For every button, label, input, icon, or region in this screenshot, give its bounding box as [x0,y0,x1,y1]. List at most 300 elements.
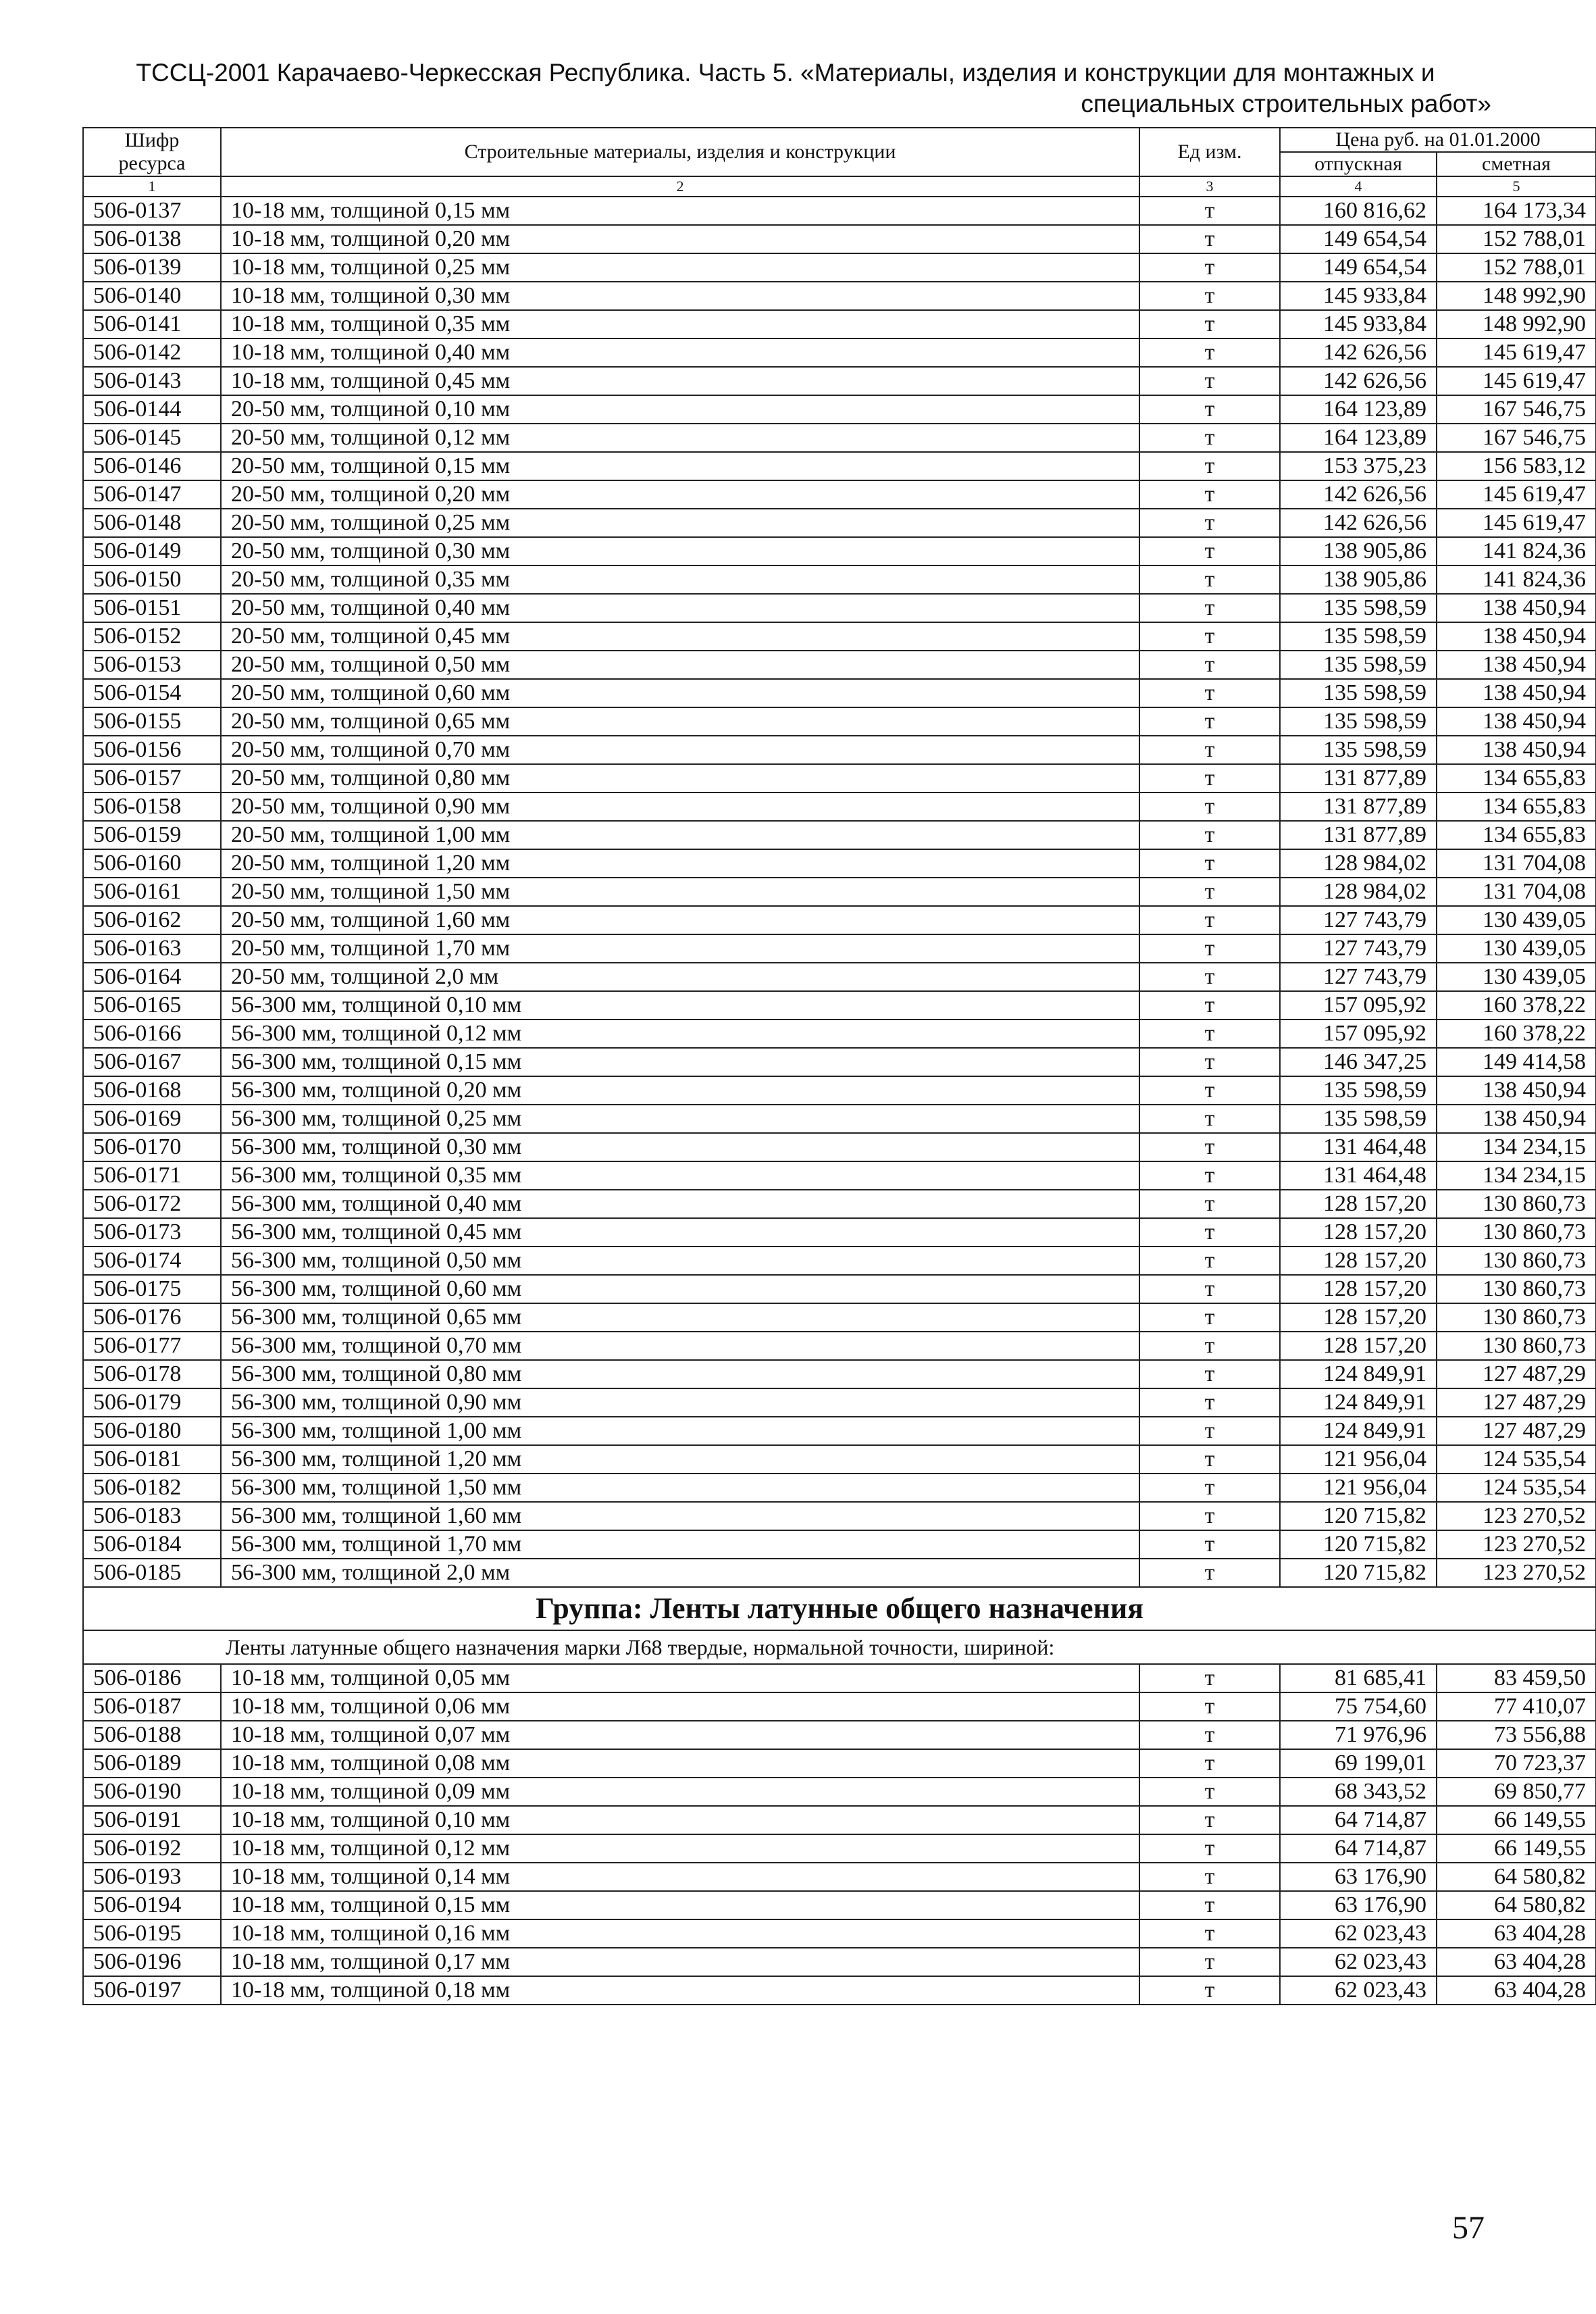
resource-code: 506-0182 [83,1474,221,1502]
estimate-price: 130 439,05 [1437,963,1596,991]
unit-of-measure: т [1139,509,1280,537]
resource-code: 506-0194 [83,1891,221,1919]
release-price: 127 743,79 [1280,934,1437,963]
estimate-price: 77 410,07 [1437,1692,1596,1721]
resource-code: 506-0145 [83,424,221,452]
material-description: 56-300 мм, толщиной 0,25 мм [221,1105,1139,1133]
table-row [83,991,1596,1020]
release-price: 62 023,43 [1280,1976,1437,2005]
material-description: 10-18 мм, толщиной 0,20 мм [221,225,1139,253]
unit-of-measure: т [1139,1020,1280,1048]
resource-code: 506-0186 [83,1664,221,1692]
unit-of-measure: т [1139,1530,1280,1559]
header-code: Шифр ресурса [83,128,221,176]
resource-code: 506-0176 [83,1303,221,1332]
table-row [83,509,1596,537]
release-price: 142 626,56 [1280,338,1437,367]
unit-of-measure: т [1139,1303,1280,1332]
material-description: 56-300 мм, толщиной 0,15 мм [221,1048,1139,1076]
estimate-price: 66 149,55 [1437,1806,1596,1834]
material-description: 10-18 мм, толщиной 0,09 мм [221,1778,1139,1806]
resource-code: 506-0154 [83,679,221,707]
estimate-price: 167 546,75 [1437,424,1596,452]
material-description: 56-300 мм, толщиной 0,60 мм [221,1275,1139,1303]
release-price: 135 598,59 [1280,707,1437,736]
unit-of-measure: т [1139,736,1280,764]
release-price: 131 464,48 [1280,1133,1437,1161]
unit-of-measure: т [1139,651,1280,679]
release-price: 62 023,43 [1280,1948,1437,1976]
release-price: 135 598,59 [1280,1105,1437,1133]
material-description: 10-18 мм, толщиной 0,06 мм [221,1692,1139,1721]
material-description: 20-50 мм, толщиной 0,40 мм [221,594,1139,622]
table-row [83,565,1596,594]
unit-of-measure: т [1139,282,1280,310]
unit-of-measure: т [1139,1218,1280,1247]
table-row [83,1976,1596,2005]
table-row [83,878,1596,906]
release-price: 142 626,56 [1280,509,1437,537]
resource-code: 506-0192 [83,1834,221,1863]
resource-code: 506-0168 [83,1076,221,1105]
resource-code: 506-0157 [83,764,221,793]
release-price: 157 095,92 [1280,991,1437,1020]
resource-code: 506-0158 [83,793,221,821]
resource-code: 506-0172 [83,1190,221,1218]
estimate-price: 130 439,05 [1437,906,1596,934]
estimate-price: 127 487,29 [1437,1388,1596,1417]
table-row [83,793,1596,821]
material-description: 20-50 мм, толщиной 0,45 мм [221,622,1139,651]
table-row [83,1105,1596,1133]
resource-code: 506-0175 [83,1275,221,1303]
group-section [83,1587,1596,1664]
material-description: 10-18 мм, толщиной 0,40 мм [221,338,1139,367]
resource-code: 506-0191 [83,1806,221,1834]
resource-code: 506-0162 [83,906,221,934]
material-description: 56-300 мм, толщиной 1,60 мм [221,1502,1139,1530]
estimate-price: 69 850,77 [1437,1778,1596,1806]
unit-of-measure: т [1139,594,1280,622]
release-price: 121 956,04 [1280,1474,1437,1502]
unit-of-measure: т [1139,1360,1280,1388]
resource-code: 506-0138 [83,225,221,253]
estimate-price: 130 860,73 [1437,1332,1596,1360]
table-row [83,707,1596,736]
estimate-price: 141 824,36 [1437,565,1596,594]
release-price: 149 654,54 [1280,225,1437,253]
table-body-b [83,1664,1596,2005]
release-price: 146 347,25 [1280,1048,1437,1076]
material-description: 10-18 мм, толщиной 0,12 мм [221,1834,1139,1863]
material-description: 56-300 мм, толщиной 0,20 мм [221,1076,1139,1105]
table-row [83,764,1596,793]
estimate-price: 130 860,73 [1437,1303,1596,1332]
unit-of-measure: т [1139,1891,1280,1919]
material-description: 10-18 мм, толщиной 0,05 мм [221,1664,1139,1692]
material-description: 56-300 мм, толщиной 0,90 мм [221,1388,1139,1417]
table-row [83,480,1596,509]
table-row [83,395,1596,424]
unit-of-measure: т [1139,1275,1280,1303]
table-body-a [83,197,1596,1587]
resource-code: 506-0185 [83,1559,221,1587]
unit-of-measure: т [1139,1048,1280,1076]
estimate-price: 131 704,08 [1437,849,1596,878]
release-price: 64 714,87 [1280,1806,1437,1834]
estimate-price: 138 450,94 [1437,736,1596,764]
resource-code: 506-0188 [83,1721,221,1749]
table-row [83,651,1596,679]
estimate-price: 134 655,83 [1437,764,1596,793]
release-price: 164 123,89 [1280,424,1437,452]
release-price: 135 598,59 [1280,651,1437,679]
table-row [83,934,1596,963]
estimate-price: 134 234,15 [1437,1161,1596,1190]
unit-of-measure: т [1139,1559,1280,1587]
estimate-price: 63 404,28 [1437,1976,1596,2005]
material-description: 56-300 мм, толщиной 1,20 мм [221,1445,1139,1474]
table-row [83,537,1596,565]
table-row [83,424,1596,452]
release-price: 128 157,20 [1280,1218,1437,1247]
release-price: 149 654,54 [1280,253,1437,282]
estimate-price: 130 860,73 [1437,1218,1596,1247]
release-price: 81 685,41 [1280,1664,1437,1692]
table-row [83,452,1596,480]
resource-code: 506-0142 [83,338,221,367]
table-row [83,1891,1596,1919]
release-price: 131 877,89 [1280,793,1437,821]
estimate-price: 138 450,94 [1437,622,1596,651]
estimate-price: 134 655,83 [1437,793,1596,821]
resource-code: 506-0150 [83,565,221,594]
unit-of-measure: т [1139,1863,1280,1891]
estimate-price: 156 583,12 [1437,452,1596,480]
resource-code: 506-0174 [83,1247,221,1275]
release-price: 138 905,86 [1280,537,1437,565]
estimate-price: 148 992,90 [1437,310,1596,338]
resource-code: 506-0161 [83,878,221,906]
table-row [83,1417,1596,1445]
estimate-price: 130 860,73 [1437,1190,1596,1218]
resource-code: 506-0177 [83,1332,221,1360]
unit-of-measure: т [1139,679,1280,707]
material-description: 20-50 мм, толщиной 0,35 мм [221,565,1139,594]
unit-of-measure: т [1139,225,1280,253]
unit-of-measure: т [1139,1133,1280,1161]
estimate-price: 160 378,22 [1437,1020,1596,1048]
unit-of-measure: т [1139,1417,1280,1445]
unit-of-measure: т [1139,310,1280,338]
unit-of-measure: т [1139,424,1280,452]
group-description-row [83,1630,1596,1664]
header-price: Цена руб. на 01.01.2000 [1280,128,1596,152]
resource-code: 506-0149 [83,537,221,565]
release-price: 124 849,91 [1280,1388,1437,1417]
estimate-price: 152 788,01 [1437,225,1596,253]
column-number-row [83,176,1596,197]
unit-of-measure: т [1139,1445,1280,1474]
resource-code: 506-0180 [83,1417,221,1445]
estimate-price: 145 619,47 [1437,367,1596,395]
estimate-price: 148 992,90 [1437,282,1596,310]
resource-code: 506-0159 [83,821,221,849]
resource-code: 506-0139 [83,253,221,282]
release-price: 128 157,20 [1280,1247,1437,1275]
resource-code: 506-0152 [83,622,221,651]
unit-of-measure: т [1139,253,1280,282]
release-price: 128 157,20 [1280,1332,1437,1360]
estimate-price: 130 860,73 [1437,1275,1596,1303]
column-number: 3 [1139,176,1280,197]
table-row [83,310,1596,338]
release-price: 135 598,59 [1280,622,1437,651]
material-description: 56-300 мм, толщиной 0,50 мм [221,1247,1139,1275]
table-row [83,1303,1596,1332]
unit-of-measure: т [1139,197,1280,225]
material-description: 56-300 мм, толщиной 0,12 мм [221,1020,1139,1048]
resource-code: 506-0195 [83,1919,221,1948]
material-description: 10-18 мм, толщиной 0,30 мм [221,282,1139,310]
group-row [83,1587,1596,1630]
table-row [83,736,1596,764]
material-description: 10-18 мм, толщиной 0,08 мм [221,1749,1139,1778]
material-description: 10-18 мм, толщиной 0,25 мм [221,253,1139,282]
resource-code: 506-0184 [83,1530,221,1559]
release-price: 145 933,84 [1280,310,1437,338]
resource-code: 506-0196 [83,1948,221,1976]
resource-code: 506-0153 [83,651,221,679]
material-description: 56-300 мм, толщиной 0,35 мм [221,1161,1139,1190]
unit-of-measure: т [1139,480,1280,509]
price-table [82,127,1596,2005]
table-row [83,1502,1596,1530]
estimate-price: 70 723,37 [1437,1749,1596,1778]
resource-code: 506-0147 [83,480,221,509]
resource-code: 506-0183 [83,1502,221,1530]
table-row [83,1218,1596,1247]
unit-of-measure: т [1139,1388,1280,1417]
unit-of-measure: т [1139,1247,1280,1275]
release-price: 128 157,20 [1280,1275,1437,1303]
material-description: 10-18 мм, толщиной 0,18 мм [221,1976,1139,2005]
table-row [83,197,1596,225]
unit-of-measure: т [1139,1749,1280,1778]
resource-code: 506-0141 [83,310,221,338]
page-number: 57 [1452,2210,1485,2246]
material-description: 10-18 мм, толщиной 0,15 мм [221,197,1139,225]
release-price: 71 976,96 [1280,1721,1437,1749]
unit-of-measure: т [1139,367,1280,395]
table-row [83,1474,1596,1502]
release-price: 157 095,92 [1280,1020,1437,1048]
unit-of-measure: т [1139,1474,1280,1502]
estimate-price: 130 439,05 [1437,934,1596,963]
estimate-price: 124 535,54 [1437,1474,1596,1502]
table-row [83,1530,1596,1559]
resource-code: 506-0189 [83,1749,221,1778]
estimate-price: 138 450,94 [1437,679,1596,707]
release-price: 131 877,89 [1280,764,1437,793]
table-row [83,1388,1596,1417]
material-description: 20-50 мм, толщиной 1,60 мм [221,906,1139,934]
material-description: 10-18 мм, толщиной 0,45 мм [221,367,1139,395]
unit-of-measure: т [1139,1919,1280,1948]
table-row [83,963,1596,991]
unit-of-measure: т [1139,764,1280,793]
resource-code: 506-0167 [83,1048,221,1076]
estimate-price: 63 404,28 [1437,1948,1596,1976]
table-row [83,1664,1596,1692]
unit-of-measure: т [1139,1664,1280,1692]
release-price: 145 933,84 [1280,282,1437,310]
estimate-price: 134 234,15 [1437,1133,1596,1161]
header-description: Строительные материалы, изделия и конструкции [221,128,1139,176]
release-price: 131 877,89 [1280,821,1437,849]
resource-code: 506-0160 [83,849,221,878]
material-description: 56-300 мм, толщиной 0,45 мм [221,1218,1139,1247]
material-description: 56-300 мм, толщиной 1,50 мм [221,1474,1139,1502]
table-row [83,338,1596,367]
release-price: 128 157,20 [1280,1303,1437,1332]
material-description: 20-50 мм, толщиной 0,30 мм [221,537,1139,565]
release-price: 120 715,82 [1280,1502,1437,1530]
unit-of-measure: т [1139,934,1280,963]
unit-of-measure: т [1139,963,1280,991]
unit-of-measure: т [1139,452,1280,480]
resource-code: 506-0181 [83,1445,221,1474]
resource-code: 506-0163 [83,934,221,963]
estimate-price: 83 459,50 [1437,1664,1596,1692]
estimate-price: 63 404,28 [1437,1919,1596,1948]
material-description: 10-18 мм, толщиной 0,14 мм [221,1863,1139,1891]
table-row [83,1020,1596,1048]
unit-of-measure: т [1139,1190,1280,1218]
unit-of-measure: т [1139,991,1280,1020]
unit-of-measure: т [1139,1721,1280,1749]
release-price: 120 715,82 [1280,1559,1437,1587]
table-row [83,1559,1596,1587]
release-price: 153 375,23 [1280,452,1437,480]
resource-code: 506-0173 [83,1218,221,1247]
release-price: 124 849,91 [1280,1360,1437,1388]
material-description: 56-300 мм, толщиной 0,40 мм [221,1190,1139,1218]
resource-code: 506-0156 [83,736,221,764]
unit-of-measure: т [1139,395,1280,424]
header-estimate-price: сметная [1437,152,1596,176]
release-price: 75 754,60 [1280,1692,1437,1721]
material-description: 20-50 мм, толщиной 0,65 мм [221,707,1139,736]
table-row [83,282,1596,310]
table-row [83,1048,1596,1076]
unit-of-measure: т [1139,1332,1280,1360]
table-row [83,821,1596,849]
table-row [83,1332,1596,1360]
column-number: 4 [1280,176,1437,197]
table-row [83,1133,1596,1161]
resource-code: 506-0164 [83,963,221,991]
resource-code: 506-0143 [83,367,221,395]
release-price: 63 176,90 [1280,1863,1437,1891]
resource-code: 506-0193 [83,1863,221,1891]
estimate-price: 152 788,01 [1437,253,1596,282]
material-description: 10-18 мм, толщиной 0,07 мм [221,1721,1139,1749]
unit-of-measure: т [1139,1778,1280,1806]
material-description: 20-50 мм, толщиной 1,70 мм [221,934,1139,963]
material-description: 20-50 мм, толщиной 0,15 мм [221,452,1139,480]
estimate-price: 141 824,36 [1437,537,1596,565]
unit-of-measure: т [1139,821,1280,849]
material-description: 20-50 мм, толщиной 1,00 мм [221,821,1139,849]
material-description: 56-300 мм, толщиной 1,00 мм [221,1417,1139,1445]
resource-code: 506-0144 [83,395,221,424]
material-description: 20-50 мм, толщиной 0,70 мм [221,736,1139,764]
estimate-price: 138 450,94 [1437,707,1596,736]
header-unit: Ед изм. [1139,128,1280,176]
release-price: 138 905,86 [1280,565,1437,594]
unit-of-measure: т [1139,793,1280,821]
table-row [83,1076,1596,1105]
table-row [83,1692,1596,1721]
estimate-price: 145 619,47 [1437,480,1596,509]
table-row [83,1834,1596,1863]
release-price: 131 464,48 [1280,1161,1437,1190]
resource-code: 506-0140 [83,282,221,310]
estimate-price: 124 535,54 [1437,1445,1596,1474]
table-row [83,1806,1596,1834]
table-row [83,906,1596,934]
table-row [83,1360,1596,1388]
resource-code: 506-0178 [83,1360,221,1388]
material-description: 20-50 мм, толщиной 0,80 мм [221,764,1139,793]
material-description: 56-300 мм, толщиной 0,10 мм [221,991,1139,1020]
table-row [83,1190,1596,1218]
estimate-price: 73 556,88 [1437,1721,1596,1749]
release-price: 121 956,04 [1280,1445,1437,1474]
material-description: 56-300 мм, толщиной 1,70 мм [221,1530,1139,1559]
column-number: 1 [83,176,221,197]
unit-of-measure: т [1139,906,1280,934]
release-price: 64 714,87 [1280,1834,1437,1863]
table-row [83,1948,1596,1976]
resource-code: 506-0148 [83,509,221,537]
resource-code: 506-0190 [83,1778,221,1806]
release-price: 68 343,52 [1280,1778,1437,1806]
table-row [83,1749,1596,1778]
group-title: Группа: Ленты латунные общего назначения [83,1587,1596,1630]
estimate-price: 64 580,82 [1437,1891,1596,1919]
resource-code: 506-0165 [83,991,221,1020]
release-price: 135 598,59 [1280,594,1437,622]
material-description: 20-50 мм, толщиной 2,0 мм [221,963,1139,991]
release-price: 135 598,59 [1280,679,1437,707]
resource-code: 506-0155 [83,707,221,736]
release-price: 124 849,91 [1280,1417,1437,1445]
resource-code: 506-0146 [83,452,221,480]
unit-of-measure: т [1139,622,1280,651]
resource-code: 506-0187 [83,1692,221,1721]
resource-code: 506-0170 [83,1133,221,1161]
release-price: 135 598,59 [1280,736,1437,764]
table-row [83,1778,1596,1806]
unit-of-measure: т [1139,1948,1280,1976]
resource-code: 506-0171 [83,1161,221,1190]
unit-of-measure: т [1139,1692,1280,1721]
resource-code: 506-0166 [83,1020,221,1048]
table-row [83,1161,1596,1190]
column-number: 5 [1437,176,1596,197]
